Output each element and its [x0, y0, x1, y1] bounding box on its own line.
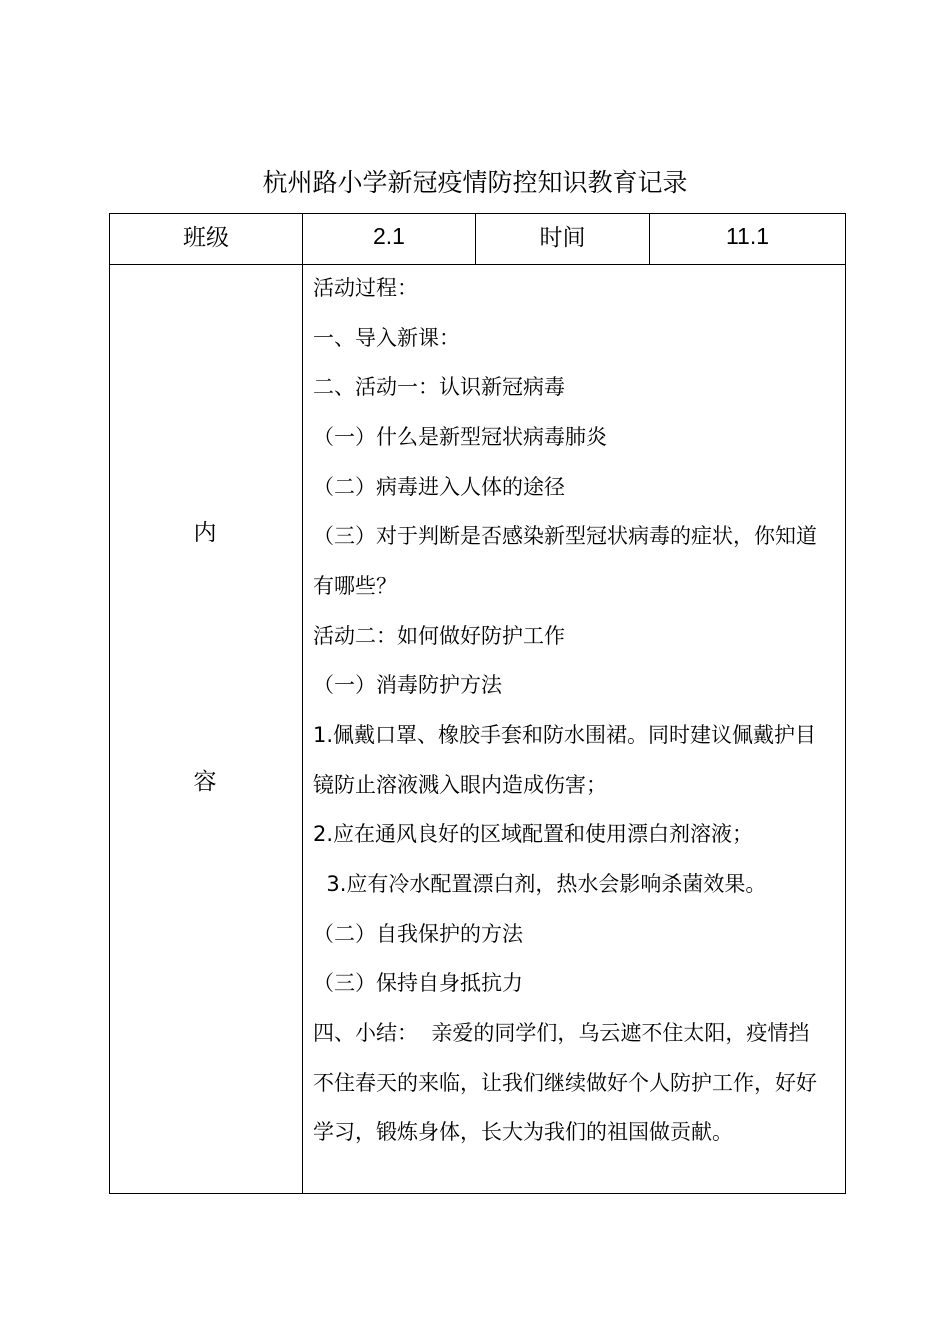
content-line: 1.佩戴口罩、橡胶手套和防水围裙。同时建议佩戴护目	[313, 723, 817, 747]
content-line: （二）病毒进入人体的途径	[313, 475, 565, 499]
content-line: 3.应有冷水配置漂白剂，热水会影响杀菌效果。	[313, 872, 767, 896]
content-line: 二、活动一：认识新冠病毒	[313, 375, 565, 399]
content-line: （三）保持自身抵抗力	[313, 971, 523, 995]
header-row-divider	[110, 264, 845, 265]
content-line: 活动过程：	[313, 276, 418, 300]
content-line: 不住春天的来临，让我们继续做好个人防护工作，好好	[313, 1071, 817, 1095]
content-line: 镜防止溶液溅入眼内造成伤害；	[313, 773, 607, 797]
content-line: 一、导入新课：	[313, 326, 460, 350]
page-title: 杭州路小学新冠疫情防控知识教育记录	[262, 168, 688, 197]
content-line: （一）什么是新型冠状病毒肺炎	[313, 425, 607, 449]
content-line: （一）消毒防护方法	[313, 673, 502, 697]
side-column-divider	[302, 214, 303, 1193]
content-line: 2.应在通风良好的区域配置和使用漂白剂溶液；	[313, 822, 754, 846]
side-label-char-2: 容	[193, 769, 217, 795]
time-value-cell: 11.1	[725, 222, 770, 249]
content-line: 活动二：如何做好防护工作	[313, 624, 565, 648]
content-line: 有哪些？	[313, 574, 397, 598]
time-label-cell: 时间	[539, 224, 586, 251]
content-line: （三）对于判断是否感染新型冠状病毒的症状，你知道	[313, 524, 817, 548]
content-line: 学习，锻炼身体，长大为我们的祖国做贡献。	[313, 1120, 733, 1144]
content-line: 四、小结： 亲爱的同学们，乌云遮不住太阳，疫情挡	[313, 1021, 810, 1045]
content-line: （二）自我保护的方法	[313, 922, 523, 946]
class-value-cell: 2.1	[373, 222, 405, 249]
side-label-char-1: 内	[193, 520, 217, 546]
class-label-cell: 班级	[183, 224, 229, 251]
